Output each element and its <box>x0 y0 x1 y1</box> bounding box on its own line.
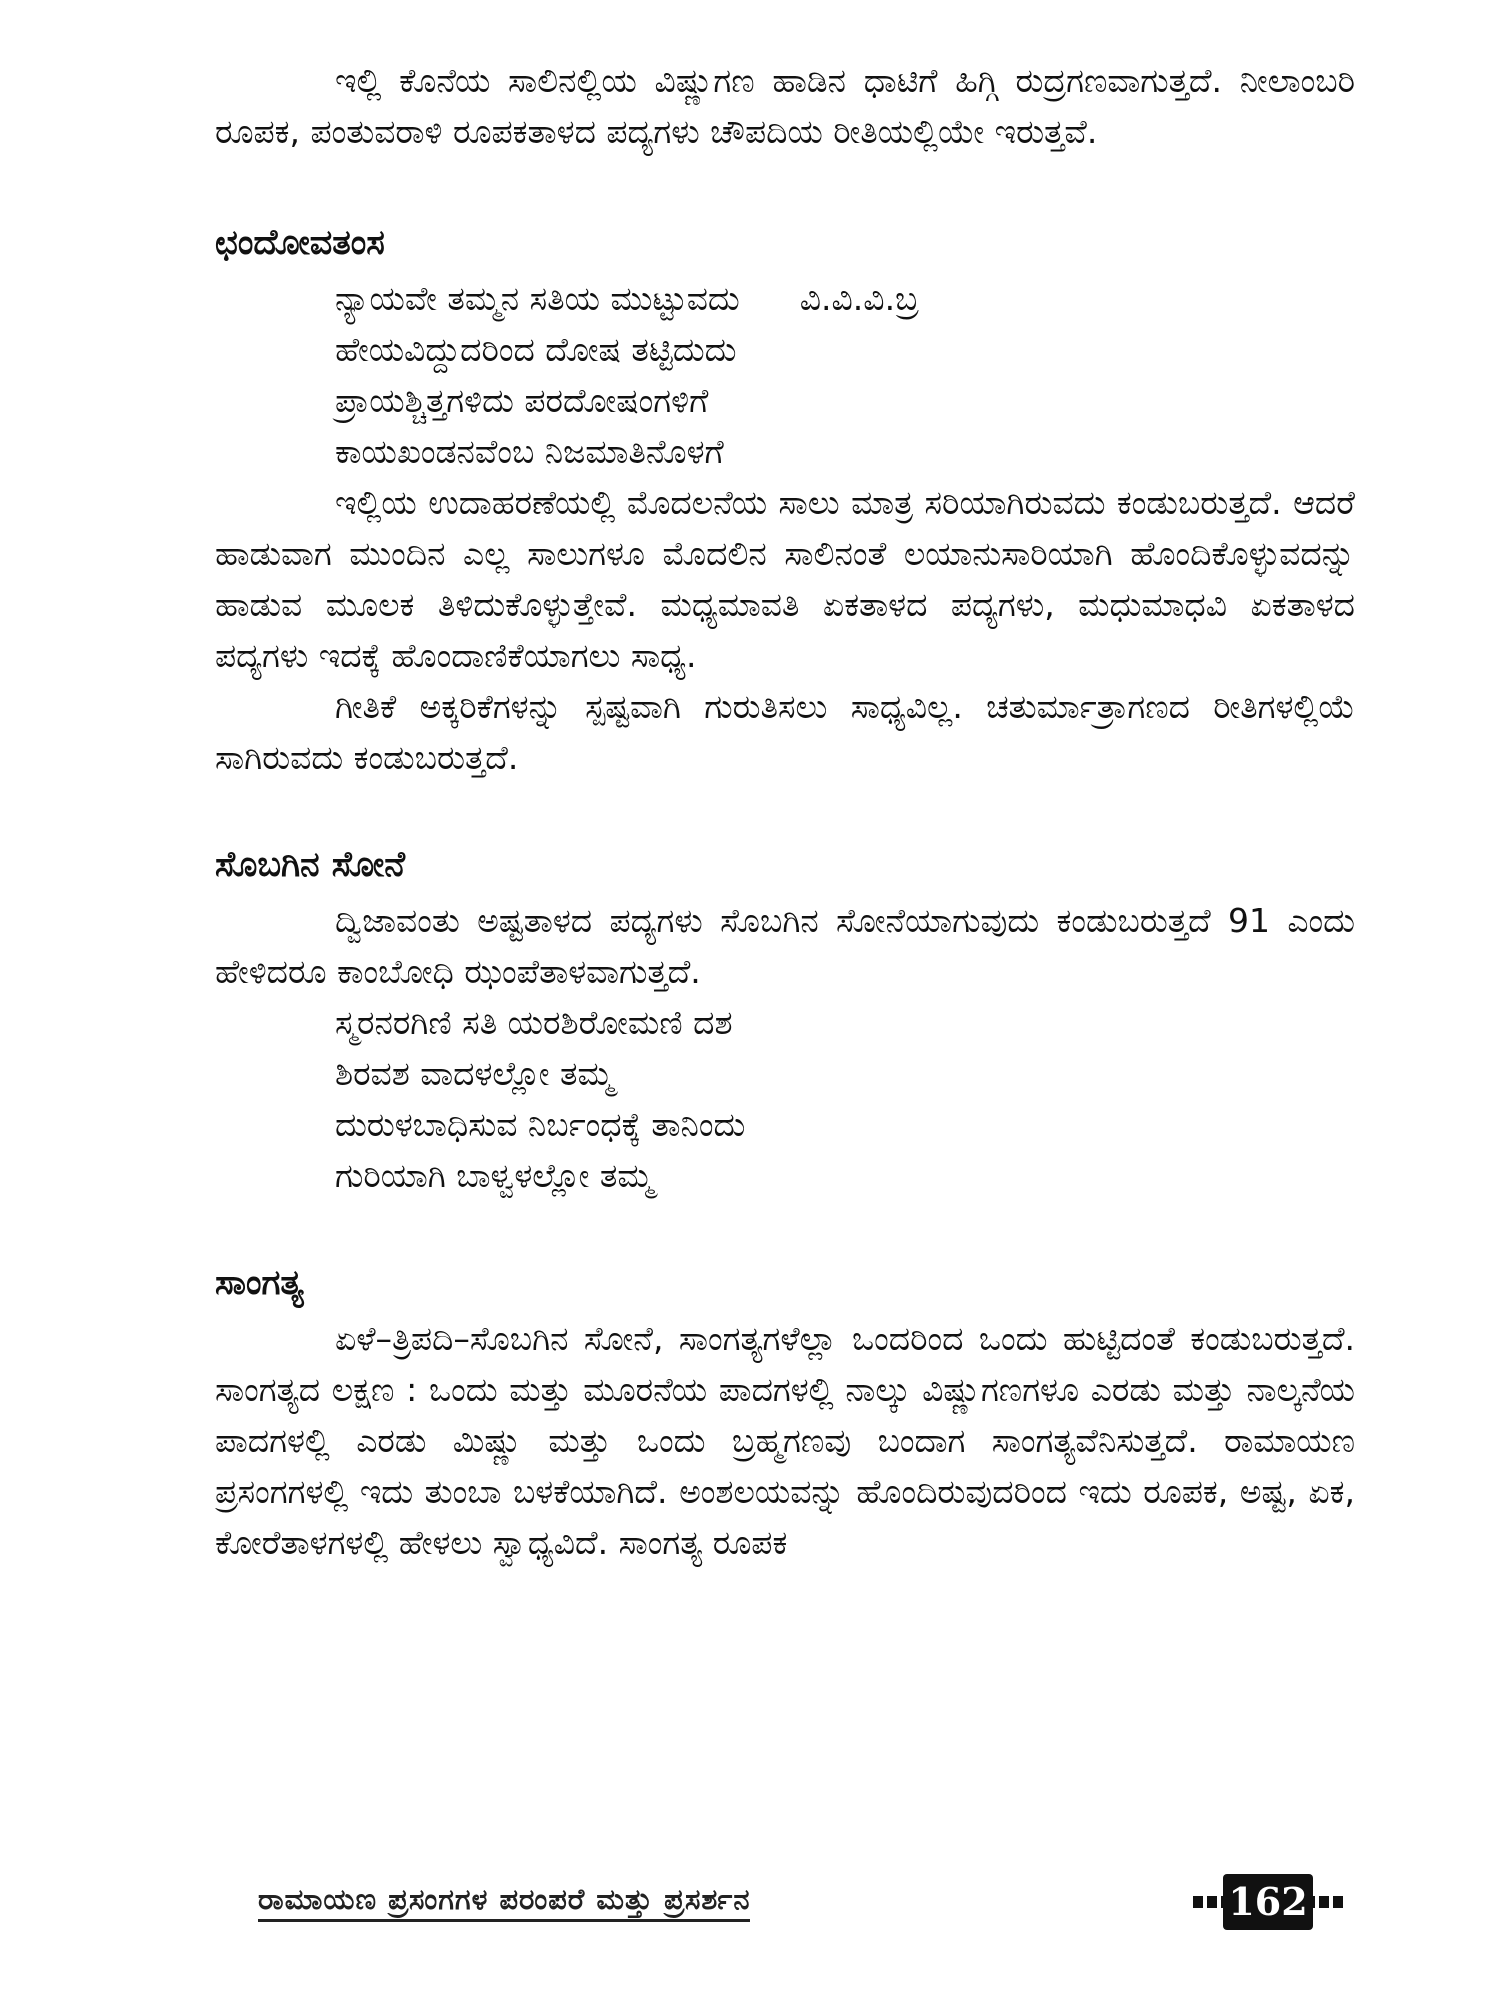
verse-line-text: ನ್ಯಾಯವೇ ತಮ್ಮನ ಸತಿಯ ಮುಟ್ಟುವದು <box>335 279 740 318</box>
book-title: ರಾಮಾಯಣ ಪ್ರಸಂಗಗಳ ಪರಂಪರೆ ಮತ್ತು ಪ್ರಸರ್ಶನ <box>258 1882 750 1922</box>
verse-line: ದುರುಳಬಾಧಿಸುವ ನಿರ್ಬಂಧಕ್ಕೆ ತಾನಿಂದು <box>335 1105 746 1144</box>
verse-line: ಹೇಯವಿದ್ದುದರಿಂದ ದೋಷ ತಟ್ಟಿದುದು <box>335 330 737 369</box>
section-heading-chandovatamsa: ಛಂದೋವತಂಸ <box>215 223 385 263</box>
verse-line <box>335 273 1355 324</box>
verse-reference: ವಿ.ವಿ.ವಿ.ಬ್ರ <box>799 279 919 318</box>
body-paragraph: ಏಳೆ–ತ್ರಿಪದಿ–ಸೊಬಗಿನ ಸೋನೆ, ಸಾಂಗತ್ಯಗಳೆಲ್ಲಾ ಒಂದರಿಂದ ಒಂದು ಹುಟ್ಟಿದಂತೆ ಕಂಡುಬರುತ್ತದೆ. ಸಾಂಗತ್ಯದ ಲಕ್ಷಣ : ಒಂದು ಮತ್ತು ಮೂರನೆಯ ಪಾದಗಳಲ್ಲಿ ನಾಲ್ಕು ವಿಷ್ಣುಗಣಗಳೂ ಎರಡು ಮತ್ತು ನಾಲ್ಕನೆಯ ಪಾದಗಳಲ್ಲಿ ಎರಡು ಮಿಷ್ಣು ಮತ್ತು ಒಂದು ಬ್ರಹ್ಮಗಣವು ಬಂದಾಗ ಸಾಂಗತ್ಯವೆನಿಸುತ್ತದೆ. ರಾಮಾಯಣ ಪ್ರಸಂಗಗಳಲ್ಲಿ ಇದು ತುಂಬಾ ಬಳಕೆಯಾಗಿದೆ. ಅಂಶಲಯವನ್ನು ಹೊಂದಿರುವುದರಿಂದ ಇದು ರೂಪಕ, ಅಷ್ಟ, ಏಕ, ಕೋರೆತಾಳಗಳಲ್ಲಿ ಹೇಳಲು ಸ್ವಾಧ್ಯವಿದೆ. ಸಾಂಗತ್ಯ ರೂಪಕ <box>215 1319 1355 1562</box>
page-body <box>215 55 1355 1945</box>
verse-line: ಗುರಿಯಾಗಿ ಬಾಳ್ವಳಲ್ಲೋ ತಮ್ಮ <box>335 1156 654 1195</box>
page-footer <box>258 1872 1358 1932</box>
verse-block-1 <box>215 273 1355 477</box>
verse-line: ಪ್ರಾಯಶ್ಚಿತ್ತಗಳಿದು ಪರದೋಷಂಗಳಿಗೆ <box>335 381 709 420</box>
intro-paragraph: ಇಲ್ಲಿ ಕೊನೆಯ ಸಾಲಿನಲ್ಲಿಯ ವಿಷ್ಣುಗಣ ಹಾಡಿನ ಧಾಟಿಗೆ ಹಿಗ್ಗಿ ರುದ್ರಗಣವಾಗುತ್ತದೆ. ನೀಲಾಂಬರಿ ರೂಪಕ, ಪಂತುವರಾಳಿ ರೂಪಕತಾಳದ ಪದ್ಯಗಳು ಚೌಪದಿಯ ರೀತಿಯಲ್ಲಿಯೇ ಇರುತ್ತವೆ. <box>215 61 1355 151</box>
verse-line: ಶಿರವಶ ವಾದಳಲ್ಲೋ ತಮ್ಮ <box>335 1054 614 1093</box>
verse-block-2 <box>215 997 1355 1201</box>
body-paragraph: ಇಲ್ಲಿಯ ಉದಾಹರಣೆಯಲ್ಲಿ ಮೊದಲನೆಯ ಸಾಲು ಮಾತ್ರ ಸರಿಯಾಗಿರುವದು ಕಂಡುಬರುತ್ತದೆ. ಆದರೆ ಹಾಡುವಾಗ ಮುಂದಿನ ಎಲ್ಲ ಸಾಲುಗಳೂ ಮೊದಲಿನ ಸಾಲಿನಂತೆ ಲಯಾನುಸಾರಿಯಾಗಿ ಹೊಂದಿಕೊಳ್ಳುವದನ್ನು ಹಾಡುವ ಮೂಲಕ ತಿಳಿದುಕೊಳ್ಳುತ್ತೇವೆ. ಮಧ್ಯಮಾವತಿ ಏಕತಾಳದ ಪದ್ಯಗಳು, ಮಧುಮಾಧವಿ ಏಕತಾಳದ ಪದ್ಯಗಳು ಇದಕ್ಕೆ ಹೊಂದಾಣಿಕೆಯಾಗಲು ಸಾಧ್ಯ. <box>215 483 1355 675</box>
page-number-ornament <box>1193 1874 1343 1930</box>
verse-line: ಕಾಯಖಂಡನವೆಂಬ ನಿಜಮಾತಿನೊಳಗೆ <box>335 432 724 471</box>
page-number: 162 <box>1228 1879 1308 1924</box>
body-paragraph: ಗೀತಿಕೆ ಅಕ್ಕರಿಕೆಗಳನ್ನು ಸ್ಪಷ್ಟವಾಗಿ ಗುರುತಿಸಲು ಸಾಧ್ಯವಿಲ್ಲ. ಚತುರ್ಮಾತ್ರಾಗಣದ ರೀತಿಗಳಲ್ಲಿಯೆ ಸಾಗಿರುವದು ಕಂಡುಬರುತ್ತದೆ. <box>215 687 1355 777</box>
section-heading-sangatya: ಸಾಂಗತ್ಯ <box>215 1263 304 1303</box>
body-paragraph: ದ್ವಿಜಾವಂತು ಅಷ್ಟತಾಳದ ಪದ್ಯಗಳು ಸೊಬಗಿನ ಸೋನೆಯಾಗುವುದು ಕಂಡುಬರುತ್ತದೆ 91 ಎಂದು ಹೇಳಿದರೂ ಕಾಂಬೋಧಿ ಝಂಪೆತಾಳವಾಗುತ್ತದೆ. <box>215 901 1355 991</box>
verse-line: ಸ್ಮರನರಗಿಣಿ ಸತಿ ಯರಶಿರೋಮಣಿ ದಶ <box>335 1003 733 1042</box>
section-heading-sobagina-sone: ಸೊಬಗಿನ ಸೋನೆ <box>215 845 406 885</box>
